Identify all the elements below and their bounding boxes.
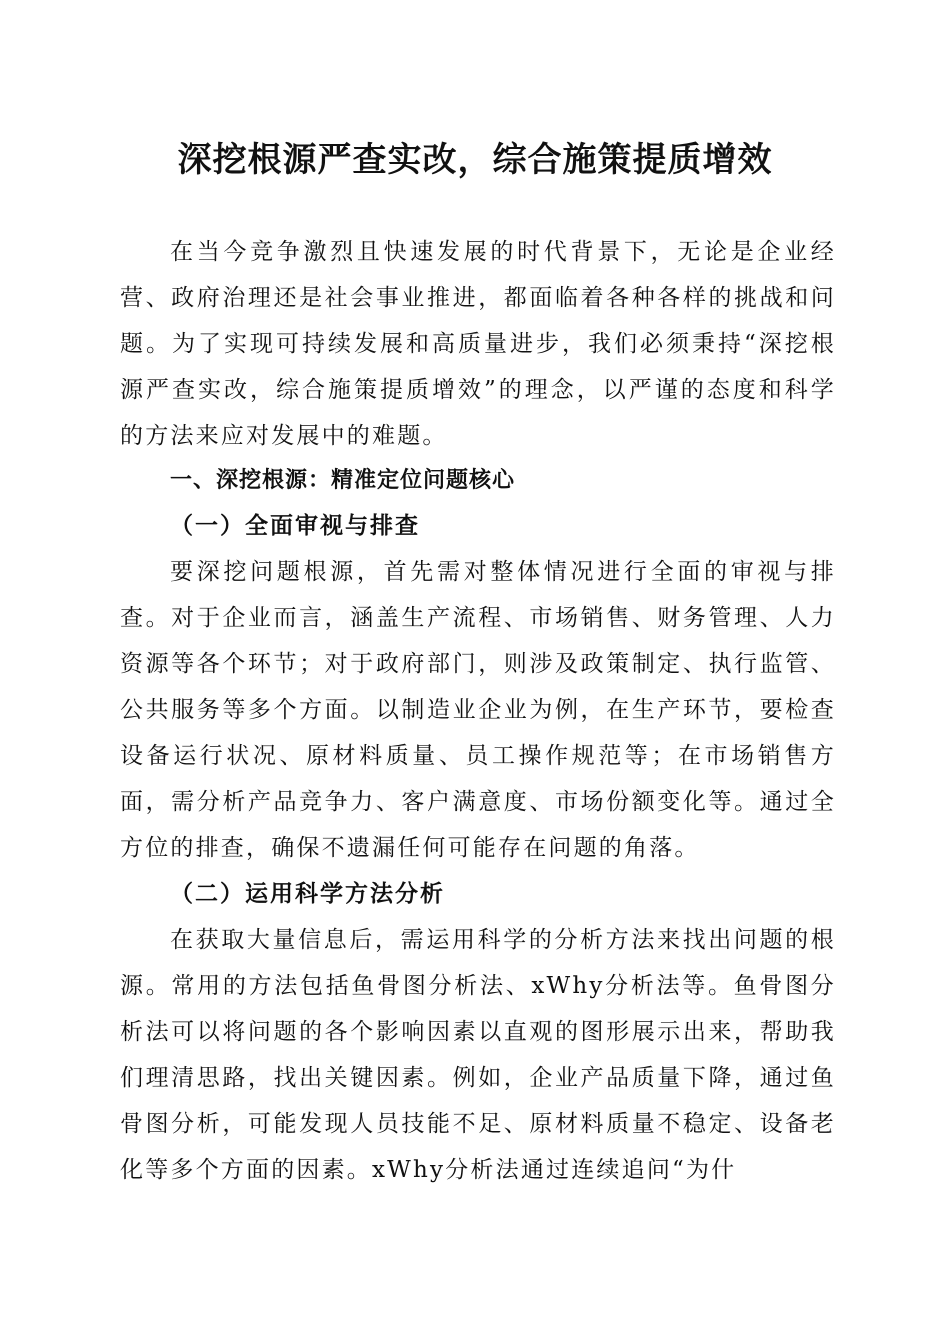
document-body: [120, 229, 836, 1193]
subsection-heading-2: （二）运用科学方法分析: [170, 880, 445, 907]
subsection-1-paragraph: 要深挖问题根源，首先需对整体情况进行全面的审视与排查。对于企业而言，涵盖生产流程、市场销售、财务管理、人力资源等各个环节；对于政府部门，则涉及政策制定、执行监管、公共服务等多个方面。以制造业企业为例，在生产环节，要检查设备运行状况、原材料质量、员工操作规范等；在市场销售方面，需分析产品竞争力、客户满意度、市场份额变化等。通过全方位的排查，确保不遗漏任何可能存在问题的角落。: [120, 559, 836, 861]
subsection-heading-1: （一）全面审视与排查: [170, 512, 420, 539]
document-title: 深挖根源严查实改，综合施策提质增效: [177, 140, 773, 180]
subsection-2-paragraph: 在获取大量信息后，需运用科学的分析方法来找出问题的根源。常用的方法包括鱼骨图分析法、xWhy分析法等。鱼骨图分析法可以将问题的各个影响因素以直观的图形展示出来，帮助我们理清思路，找出关键因素。例如，企业产品质量下降，通过鱼骨图分析，可能发现人员技能不足、原材料质量不稳定、设备老化等多个方面的因素。xWhy分析法通过连续追问“为什: [120, 927, 836, 1183]
section-heading-1: 一、深挖根源：精准定位问题核心: [170, 468, 516, 493]
intro-paragraph: 在当今竞争激烈且快速发展的时代背景下，无论是企业经营、政府治理还是社会事业推进，都面临着各种各样的挑战和问题。为了实现可持续发展和高质量进步，我们必须秉持“深挖根源严查实改，综合施策提质增效”的理念，以严谨的态度和科学的方法来应对发展中的难题。: [120, 239, 836, 449]
